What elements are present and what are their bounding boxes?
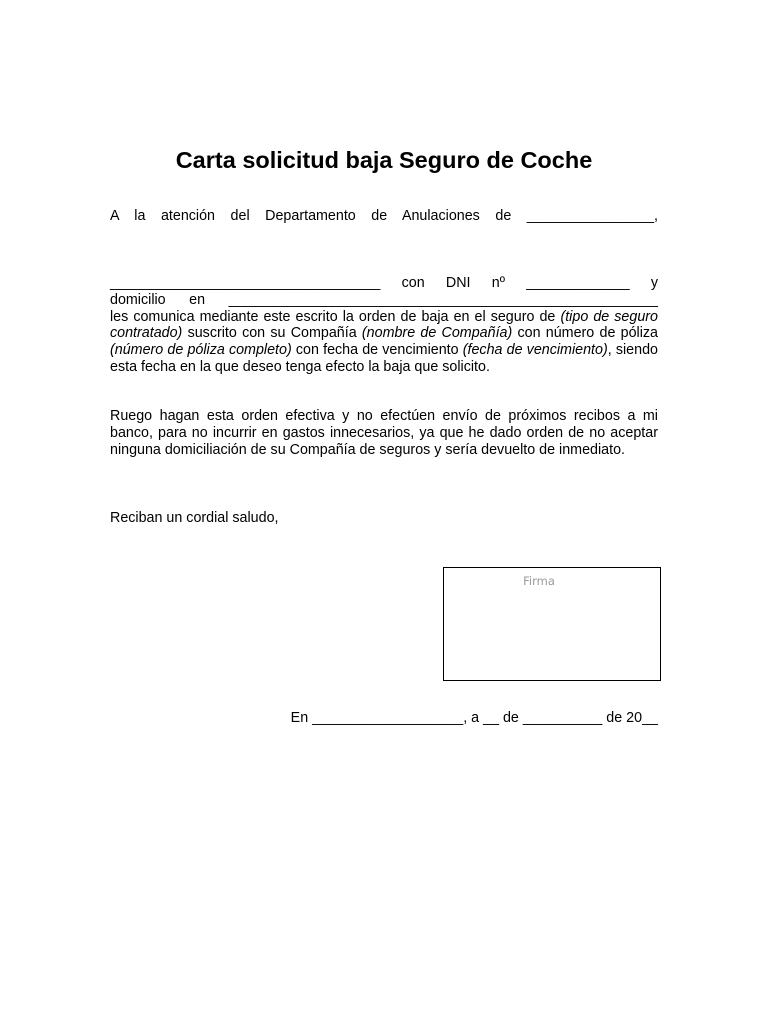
document-title: Carta solicitud baja Seguro de Coche xyxy=(175,147,593,173)
main-text-segment: , siendo esta fecha en la que deseo tenga efecto la baja que solicito. xyxy=(110,342,658,375)
main-text-segment: les comunica mediante este escrito la orden de baja en el seguro de xyxy=(110,308,561,325)
placeholder-nombre-compania: (nombre de Compañía) xyxy=(361,325,513,342)
attention-line: A la atención del Departamento de Anulaciones de ________________, xyxy=(110,208,658,224)
saludo-paragraph: Reciban un cordial saludo, xyxy=(110,510,279,526)
attention-paragraph xyxy=(110,208,658,225)
date-place-line: En ___________________, a __ de __________ de 20__ xyxy=(290,710,658,726)
placeholder-tipo-seguro: (tipo de seguro contratado) xyxy=(110,308,658,342)
main-text-segment: con fecha de vencimiento xyxy=(291,342,463,359)
name-dni-line: __________________________________ con DNI nº _____________ y xyxy=(110,275,658,291)
main-paragraph xyxy=(110,275,658,376)
main-text-segment: suscrito con su Compañía xyxy=(182,325,362,342)
main-text-segment: con número de póliza xyxy=(512,325,658,342)
placeholder-fecha-vencimiento: (fecha de vencimiento) xyxy=(462,342,608,359)
signature-label: Firma xyxy=(523,574,555,588)
ruego-paragraph: Ruego hagan esta orden efectiva y no efectúen envío de próximos recibos a mi banco, para no incurrir en gastos innecesarios, ya que he dado orden de no aceptar ninguna domiciliación de su Compañía de seguros y sería devuelto de inmediato. xyxy=(110,408,658,458)
domicilio-line: domicilio en ______________________________________________________ xyxy=(110,291,658,308)
signature-box[interactable] xyxy=(443,567,661,681)
placeholder-numero-poliza: (número de póliza completo) xyxy=(110,342,292,359)
